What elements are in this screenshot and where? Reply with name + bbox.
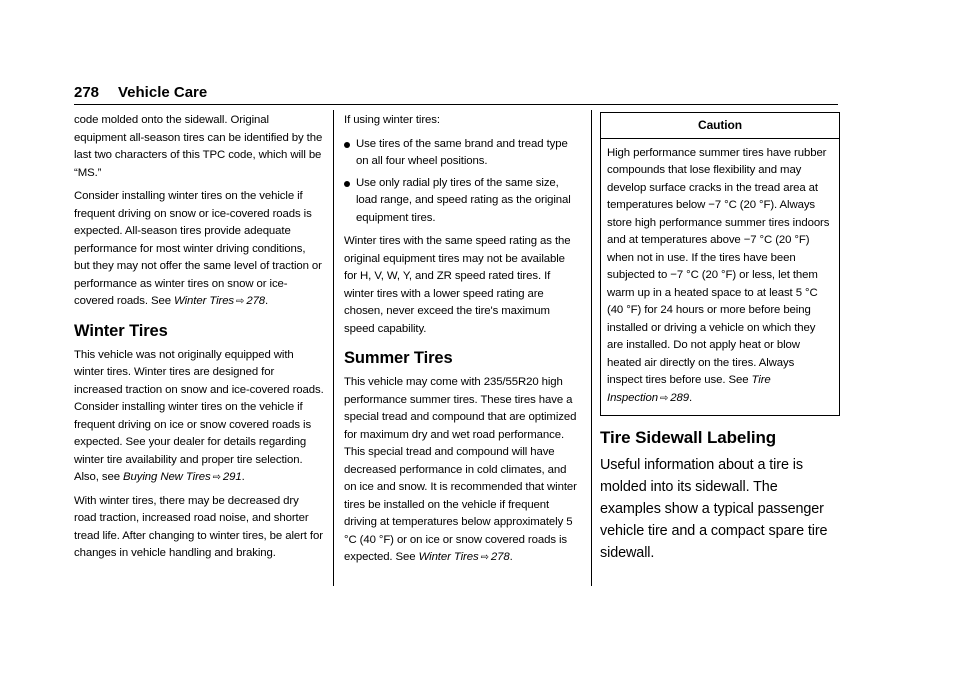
page-reference-icon: ⇨ xyxy=(236,296,245,307)
paragraph: Winter tires with the same speed rating as the original equipment tires may not be available for H, V, W, Y, and ZR speed rated tires. If winter tires with a lower speed rating are chosen, never exceed the tire's maximum speed capability. xyxy=(344,235,571,335)
page-reference-icon: ⇨ xyxy=(480,552,489,563)
column-divider xyxy=(591,110,592,586)
cross-reference-link[interactable]: Tire Inspection xyxy=(607,374,771,404)
list-item-text: Use only radial ply tires of the same size, load range, and speed rating as the original equipment tires. xyxy=(356,176,571,224)
caution-title: Caution xyxy=(601,113,839,139)
paragraph-text: Consider installing winter tires on the vehicle if frequent driving on snow or ice-covered roads is expected. All-season tires provide adequate performance for most winter driving conditions, but they may not offer the same level of traction or performance as winter tires on snow or ice-covered roads. See xyxy=(74,190,322,307)
page-reference-number[interactable]: 289 xyxy=(670,391,689,404)
paragraph-text: This vehicle was not originally equipped with winter tires. Winter tires are designed for increased traction on snow and ice-covered roads. Consider installing winter tires on the vehicle if frequent driving on ice or snow covered roads is expected. See your dealer for details regarding winter tire availability and proper tire selection. Also, see xyxy=(74,348,324,483)
caution-body: High performance summer tires have rubber compounds that lose flexibility and may develop surface cracks in the tread area at temperatures below −7 °C (20 °F). Always store high performance summer tires indoors and at temperatures above −7 °C (20 °F) when not in use. If the tires have been subjected to −7 °C (20 °F) or less, let them warm up in a heated space to at least 5 °C (40 °F) for 24 hours or more before being installed or driving a vehicle on which they are installed. Do not apply heat or blow heated air directly on the tires. Always inspect tires before use. See Tire Inspection ⇨ 289. xyxy=(607,146,830,404)
page-header xyxy=(74,84,838,106)
column-right xyxy=(600,112,840,570)
column-middle xyxy=(344,112,580,573)
cross-reference-link[interactable]: Buying New Tires xyxy=(123,471,211,483)
heading-tire-sidewall-labeling: Tire Sidewall Labeling xyxy=(600,428,777,447)
page-reference-number[interactable]: 291 xyxy=(222,471,242,483)
header-rule xyxy=(74,104,838,105)
paragraph: Consider installing winter tires on the vehicle if frequent driving on snow or ice-covered roads is expected. All-season tires provide adequate performance for most winter driving conditions, but they may not offer the same level of traction or performance as winter tires on snow or ice-covered roads. See Winter Tires ⇨ 278. xyxy=(74,190,322,307)
page-reference-icon: ⇨ xyxy=(659,392,669,404)
page-number: 278 xyxy=(74,84,100,101)
paragraph: This vehicle was not originally equipped with winter tires. Winter tires are designed for increased traction on snow and ice-covered roads. Consider installing winter tires on the vehicle if frequent driving on ice or snow covered roads is expected. See your dealer for details regarding winter tire availability and proper tire selection. Also, see Buying New Tires ⇨ 291. xyxy=(74,348,324,483)
paragraph: code molded onto the sidewall. Original equipment all-season tires can be identified by the last two characters of this TPC code, which will be “MS.” xyxy=(74,114,323,179)
section-title: Vehicle Care xyxy=(118,84,208,101)
cross-reference-link[interactable]: Winter Tires xyxy=(174,295,235,307)
paragraph: If using winter tires: xyxy=(344,114,440,126)
list-item-text: Use tires of the same brand and tread type on all four wheel positions. xyxy=(356,137,568,167)
bullet-icon xyxy=(344,181,350,187)
cross-reference-link[interactable]: Winter Tires xyxy=(418,551,479,563)
column-divider xyxy=(333,110,334,586)
page-reference-icon: ⇨ xyxy=(212,472,221,483)
list-item xyxy=(344,175,580,228)
paragraph: Useful information about a tire is molded into its sidewall. The examples show a typical passenger vehicle tire and a compact spare tire sidewall. xyxy=(600,457,828,561)
caution-box xyxy=(600,112,840,416)
heading-winter-tires: Winter Tires xyxy=(74,321,168,340)
paragraph: With winter tires, there may be decreased dry road traction, increased road noise, and shorter tread life. After changing to winter tires, be alert for changes in vehicle handling and braking. xyxy=(74,494,323,559)
paragraph-text: This vehicle may come with 235/55R20 high performance summer tires. These tires have a special tread and compound that are optimized for maximum dry and wet road performance. This special tread and compound will have decreased performance in cold climates, and on ice and snow. It is recommended that winter tires be installed on the vehicle if frequent driving at temperatures below approximately 5 °C (40 °F) or on ice or snow covered roads is expected. See xyxy=(344,376,577,563)
paragraph: This vehicle may come with 235/55R20 high performance summer tires. These tires have a special tread and compound that are optimized for maximum dry and wet road performance. This special tread and compound will have decreased performance in cold climates, and on ice and snow. It is recommended that winter tires be installed on the vehicle if frequent driving at temperatures below approximately 5 °C (40 °F) or on ice or snow covered roads is expected. See Winter Tires ⇨ 278. xyxy=(344,376,577,563)
page-reference-number[interactable]: 278 xyxy=(490,551,510,563)
page-reference-number[interactable]: 278 xyxy=(246,295,266,307)
column-left xyxy=(74,112,324,569)
list-item xyxy=(344,136,580,171)
bullet-list xyxy=(344,136,580,228)
bullet-icon xyxy=(344,142,350,148)
heading-summer-tires: Summer Tires xyxy=(344,349,453,367)
caution-text: High performance summer tires have rubber compounds that lose flexibility and may develop surface cracks in the tread area at temperatures below −7 °C (20 °F). Always store high performance summer tires indoors and at temperatures above −7 °C (20 °F) when not in use. If the tires have been subjected to −7 °C (20 °F) or less, let them warm up in a heated space to at least 5 °C (40 °F) for 24 hours or more before being installed or driving a vehicle on which they are installed. Do not apply heat or blow heated air directly on the tires. Always inspect tires before use. See xyxy=(607,146,830,386)
